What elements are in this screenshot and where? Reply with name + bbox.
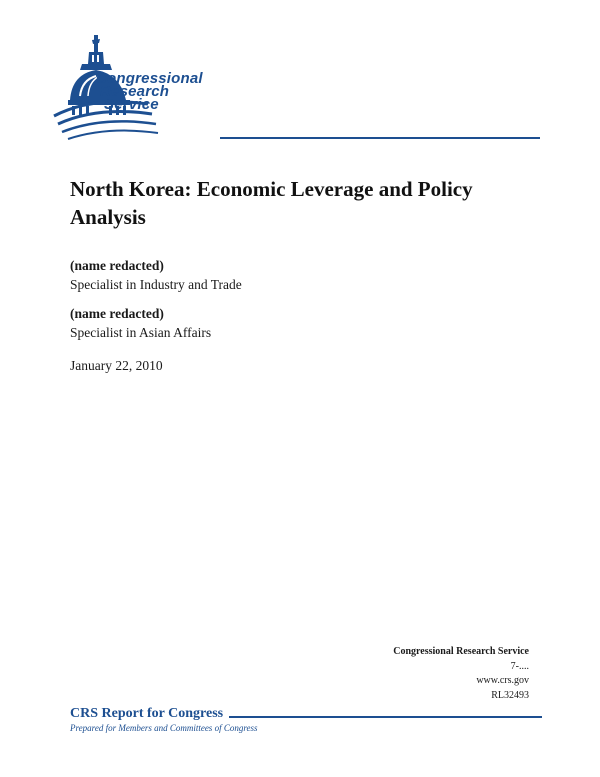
crs-website: www.crs.gov bbox=[476, 675, 529, 686]
author-role: Specialist in Asian Affairs bbox=[70, 325, 212, 340]
author-block bbox=[70, 256, 242, 294]
footer-divider bbox=[229, 716, 542, 718]
logo-line-congressional: Congressional bbox=[96, 70, 203, 87]
report-title: North Korea: Economic Leverage and Policy Analysis bbox=[70, 177, 473, 229]
author-name: (name redacted) bbox=[70, 306, 164, 321]
crs-phone: 7-.... bbox=[510, 660, 529, 672]
crs-info bbox=[393, 645, 529, 703]
footer-subtitle: Prepared for Members and Committees of Congress bbox=[70, 723, 258, 733]
logo-line-research: Research bbox=[100, 83, 170, 100]
footer-title: CRS Report for Congress bbox=[70, 706, 224, 721]
author-block bbox=[70, 304, 211, 342]
report-date: January 22, 2010 bbox=[70, 358, 163, 373]
crs-org-name: Congressional Research Service bbox=[393, 646, 529, 657]
header-divider bbox=[220, 137, 540, 139]
crs-logo-text bbox=[96, 72, 203, 111]
logo-line-service: Service bbox=[104, 96, 159, 113]
author-name: (name redacted) bbox=[70, 258, 164, 273]
report-number: RL32493 bbox=[491, 689, 529, 701]
author-role: Specialist in Industry and Trade bbox=[70, 277, 242, 292]
